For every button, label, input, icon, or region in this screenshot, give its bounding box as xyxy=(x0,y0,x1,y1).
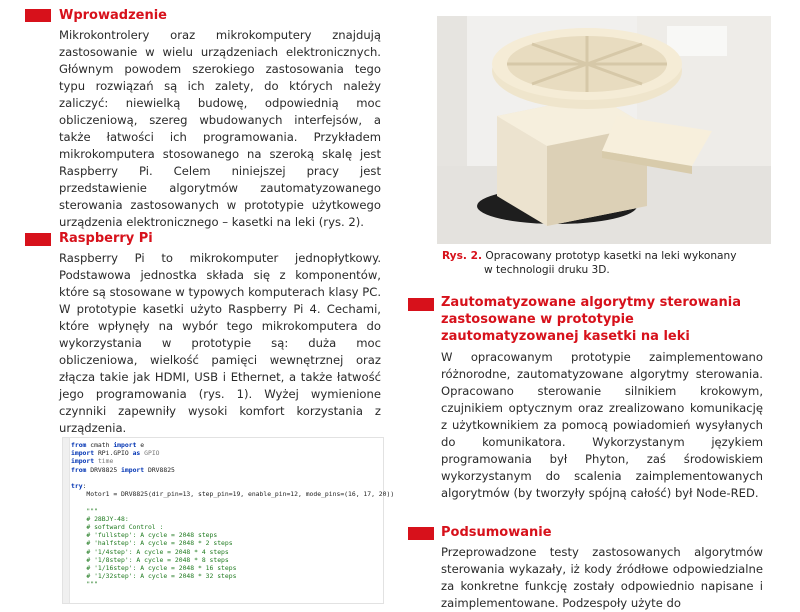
section-body-algorytmy: W opracowanym prototypie zaimplementowano różnorodne, zautomatyzowane algorytmy sterowania. Opracowano sterowanie silnikiem krokowym, czujnikiem optycznym oraz zrealizowano komunikację z użytkownikiem za pomocą powiadomień wysyłanych do komunikatora. Wykorzystanym językiem programowania był Phyton, zaś środowiskiem wykorzystanym do scalenia zaimplementowanych algorytmów (by tworzyły spójną całość) był Node-RED. xyxy=(441,350,763,500)
section-body-raspberry: Raspberry Pi to mikrokomputer jednopłytkowy. Podstawowa jednostka składa się z komponentów, które są stosowane w typowych komputerach klasy PC. W prototypie kasetki użyto Raspberry Pi 4. Cechami, które wpłynęły na wybór tego mikrokomputera do wykorzystania w prototypie są: duża moc obliczeniowa, wielkość pamięci wewnętrznej oraz złącza takie jak HDMI, USB i Ethernet, a także łatwość jego programowania (rys. 1). Wyżej wymienione czynniki zapewniły wysoki komfort korzystania z urządzenia. xyxy=(59,251,381,435)
code-line: # 28BJY-48: xyxy=(71,514,129,523)
figure-caption-line2: w technologii druku 3D. xyxy=(484,264,610,276)
section-title-line: zastosowane w prototypie xyxy=(441,312,634,327)
figure-number: Rys. 2. xyxy=(442,250,483,262)
code-line: # softward Control : xyxy=(71,523,164,532)
code-line: # '1/16step': A cycle = 2048 * 16 steps xyxy=(71,564,237,573)
prototype-photo xyxy=(437,16,771,244)
section-title-raspberry: Raspberry Pi xyxy=(59,231,153,246)
figure-caption-line1: Opracowany prototyp kasetki na leki wykonany xyxy=(485,250,737,262)
section-title-podsumowanie: Podsumowanie xyxy=(441,525,552,540)
section-marker xyxy=(408,298,434,311)
section-title-wprowadzenie: Wprowadzenie xyxy=(59,8,167,23)
section-marker xyxy=(25,233,51,246)
code-line: # '1/32step': A cycle = 2048 * 32 steps xyxy=(71,572,237,581)
code-gutter xyxy=(63,438,70,603)
section-marker xyxy=(25,9,51,22)
section-body-podsumowanie: Przeprowadzone testy zastosowanych algorytmów sterowania wykazały, iż kody źródłowe odpowiedzialne za konkretne funkcję zostały odpowiednio napisane i zaimplementowane. Podzespoły użyte do xyxy=(441,545,763,610)
code-screenshot xyxy=(62,437,395,604)
code-line: try: xyxy=(71,482,87,491)
code-block xyxy=(71,441,394,589)
code-line: import RPi.GPIO as GPIO xyxy=(71,449,160,458)
code-line: from cmath import e xyxy=(71,441,145,449)
figure-caption xyxy=(442,249,782,277)
pill-box-illustration xyxy=(437,16,771,244)
section-title-line: Zautomatyzowane algorytmy sterowania xyxy=(441,295,741,310)
section-marker xyxy=(408,527,434,540)
section-title-line: zautomatyzowanej kasetki na leki xyxy=(441,329,690,344)
code-line xyxy=(71,498,394,506)
code-line: # '1/8step': A cycle = 2048 * 8 steps xyxy=(71,555,229,564)
code-line: import time xyxy=(71,457,114,466)
section-title-algorytmy xyxy=(441,294,741,345)
code-line: # 'halfstep': A cycle = 2048 * 2 steps xyxy=(71,539,233,548)
code-line: """ xyxy=(71,580,98,589)
section-body-wprowadzenie: Mikrokontrolery oraz mikrokomputery znajdują zastosowanie w wielu urządzeniach elektronicznych. Głównym powodem szerokiego zastosowania tego typu rozwiązań są ich zalety, do których należy zaliczyć: niewielką budowę, odpowiednią moc obliczeniową, szereg wbudowanych interfejsów, a także łatwości ich programowania. Przykładem mikrokomputera stosowanego na szeroką skalę jest Raspberry Pi. Celem niniejszej pracy jest przedstawienie algorytmów zautomatyzowanego sterowania zastosowanych w prototypie użytkowego urządzenia elektronicznego – kasetki na leki (rys. 2). xyxy=(59,28,381,229)
code-line xyxy=(71,474,394,482)
code-line: # '1/4step': A cycle = 2048 * 4 steps xyxy=(71,547,229,556)
code-line: # 'fullstep': A cycle = 2048 steps xyxy=(71,531,218,540)
code-line: Motor1 = DRV8825(dir_pin=13, step_pin=19, enable_pin=12, mode_pins=(16, 17, 20)) xyxy=(71,490,395,499)
code-line: """ xyxy=(71,506,98,515)
code-line: from DRV8825 import DRV8825 xyxy=(71,465,175,474)
